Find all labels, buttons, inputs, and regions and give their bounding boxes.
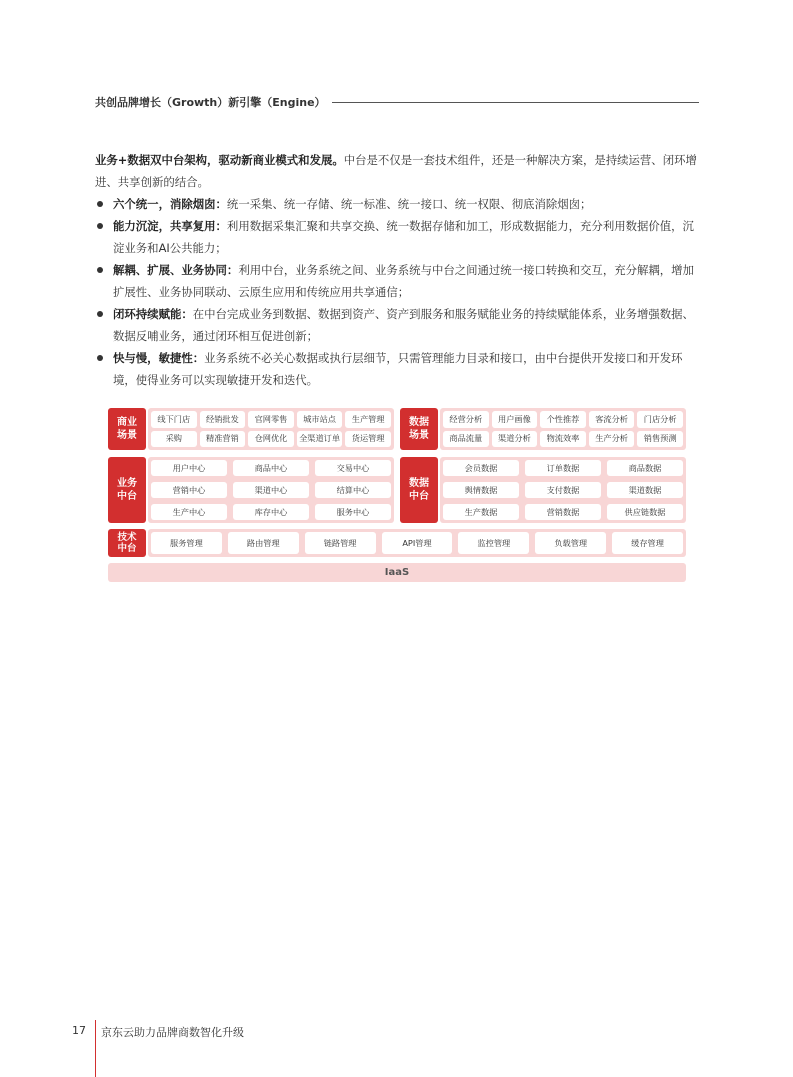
- diagram-chip: 路由管理: [228, 532, 299, 554]
- diagram-chip: 监控管理: [458, 532, 529, 554]
- bullet-text: 利用中台，业务系统之间、业务系统与中台之间通过统一接口转换和交互，充分解耦，增加扩展性、业务协同联动、云原生应用和传统应用共享通信；: [113, 263, 694, 299]
- business-scene-label: 商业 场景: [108, 408, 146, 450]
- data-scene-panel: [440, 408, 686, 450]
- diagram-chip: 渠道数据: [607, 482, 683, 498]
- diagram-chip: 供应链数据: [607, 504, 683, 520]
- diagram-chip: 采购: [151, 431, 197, 448]
- diagram-chip: 交易中心: [315, 460, 391, 476]
- diagram-chip: 商品流量: [443, 431, 489, 448]
- diagram-chip: 订单数据: [525, 460, 601, 476]
- tech-platform-panel: [148, 529, 686, 557]
- diagram-chip: 物流效率: [540, 431, 586, 448]
- bullet-bold: 闭环持续赋能：: [113, 307, 193, 321]
- diagram-chip: 生产数据: [443, 504, 519, 520]
- diagram-chip: 经营分析: [443, 411, 489, 428]
- intro-paragraph: [95, 149, 700, 193]
- bullet-list: [95, 193, 700, 391]
- diagram-chip: 营销数据: [525, 504, 601, 520]
- bullet-item: [95, 347, 700, 391]
- architecture-diagram: [108, 407, 686, 585]
- diagram-chip: 支付数据: [525, 482, 601, 498]
- diagram-chip: 渠道中心: [233, 482, 309, 498]
- business-scene-panel: [148, 408, 394, 450]
- diagram-chip: 销售预测: [637, 431, 683, 448]
- diagram-chip: 经销批发: [200, 411, 246, 428]
- bullet-bold: 能力沉淀，共享复用：: [113, 219, 227, 233]
- bullet-item: [95, 193, 700, 215]
- bullet-item: [95, 303, 700, 347]
- diagram-chip: 商品数据: [607, 460, 683, 476]
- diagram-chip: 精准营销: [200, 431, 246, 448]
- diagram-chip: API管理: [382, 532, 453, 554]
- page-number: 17: [72, 1024, 86, 1037]
- bullet-text: 统一采集、统一存储、统一标准、统一接口、统一权限、彻底消除烟囱；: [226, 197, 592, 211]
- diagram-chip: 商品中心: [233, 460, 309, 476]
- bullet-bold: 解耦、扩展、业务协同：: [113, 263, 239, 277]
- diagram-chip: 城市站点: [297, 411, 343, 428]
- diagram-chip: 结算中心: [315, 482, 391, 498]
- diagram-chip: 营销中心: [151, 482, 227, 498]
- diagram-chip: 库存中心: [233, 504, 309, 520]
- diagram-chip: 门店分析: [637, 411, 683, 428]
- diagram-chip: 仓网优化: [248, 431, 294, 448]
- diagram-chip: 渠道分析: [492, 431, 538, 448]
- running-header: [95, 94, 699, 110]
- header-title: 共创品牌增长（Growth）新引擎（Engine）: [95, 96, 326, 109]
- header-rule: [332, 102, 699, 103]
- diagram-chip: 货运管理: [345, 431, 391, 448]
- data-scene-label: 数据 场景: [400, 408, 438, 450]
- footer-accent-line: [95, 1020, 96, 1077]
- diagram-chip: 链路管理: [305, 532, 376, 554]
- diagram-chip: 负载管理: [535, 532, 606, 554]
- intro-bold: 业务+数据双中台架构，驱动新商业模式和发展。: [95, 153, 344, 167]
- body-text: [95, 149, 700, 391]
- intro-text: 中台是不仅是一套技术组件，还是一种解决方案，是持续运营、闭环增进、共享创新的结合。: [95, 153, 697, 189]
- bullet-text: 利用数据采集汇聚和共享交换、统一数据存储和加工，形成数据能力，充分利用数据价值，沉淀业务和AI公共能力；: [113, 219, 694, 255]
- diagram-chip: 客流分析: [589, 411, 635, 428]
- bullet-item: [95, 259, 700, 303]
- diagram-chip: 线下门店: [151, 411, 197, 428]
- bullet-bold: 六个统一，消除烟囱：: [113, 197, 227, 211]
- diagram-chip: 生产中心: [151, 504, 227, 520]
- data-platform-panel: [440, 457, 686, 523]
- diagram-chip: 服务管理: [151, 532, 222, 554]
- business-platform-panel: [148, 457, 394, 523]
- bullet-bold: 快与慢，敏捷性：: [113, 351, 205, 365]
- data-platform-label: 数据 中台: [400, 457, 438, 523]
- diagram-chip: 生产管理: [345, 411, 391, 428]
- iaas-bar: IaaS: [108, 563, 686, 582]
- footer-title: 京东云助力品牌商数智化升级: [101, 1026, 244, 1039]
- diagram-chip: 用户中心: [151, 460, 227, 476]
- diagram-chip: 生产分析: [589, 431, 635, 448]
- diagram-chip: 服务中心: [315, 504, 391, 520]
- business-platform-label: 业务 中台: [108, 457, 146, 523]
- diagram-chip: 舆情数据: [443, 482, 519, 498]
- diagram-chip: 用户画像: [492, 411, 538, 428]
- diagram-chip: 个性推荐: [540, 411, 586, 428]
- bullet-text: 业务系统不必关心数据或执行层细节，只需管理能力目录和接口，由中台提供开发接口和开发环境，使得业务可以实现敏捷开发和迭代。: [113, 351, 683, 387]
- bullet-item: [95, 215, 700, 259]
- diagram-chip: 官网零售: [248, 411, 294, 428]
- diagram-chip: 全渠道订单: [297, 431, 343, 448]
- bullet-text: 在中台完成业务到数据、数据到资产、资产到服务和服务赋能业务的持续赋能体系，业务增强数据、数据反哺业务，通过闭环相互促进创新；: [113, 307, 694, 343]
- diagram-chip: 会员数据: [443, 460, 519, 476]
- tech-platform-label: 技术 中台: [108, 529, 146, 557]
- diagram-chip: 缓存管理: [612, 532, 683, 554]
